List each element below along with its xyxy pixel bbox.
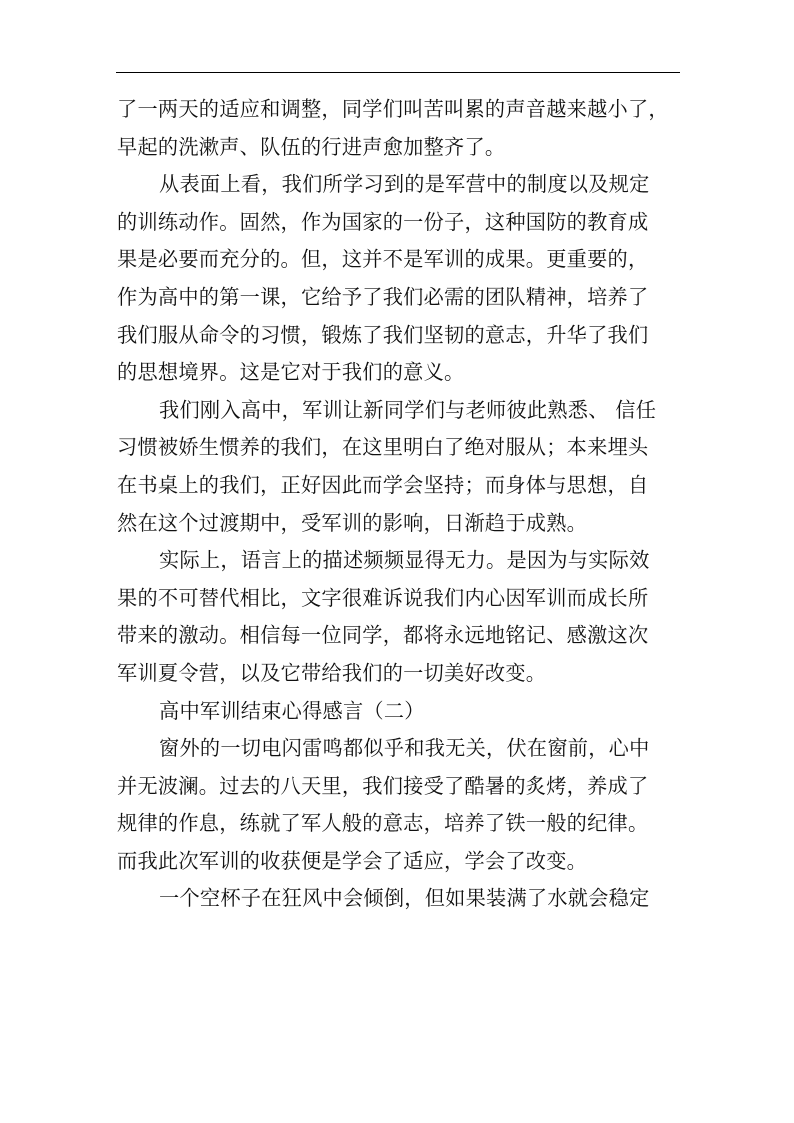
- text-line: 的训练动作。固然，作为国家的一份子，这种国防的教育成: [117, 209, 649, 234]
- paragraph: [117, 693, 679, 731]
- text-line: 我们服从命令的习惯，锻炼了我们坚韧的意志，升华了我们: [117, 322, 649, 347]
- paragraph: [117, 880, 679, 918]
- text-line: 果的不可替代相比，文字很难诉说我们内心因军训而成长所: [117, 585, 649, 610]
- text-line: 在书桌上的我们，正好因此而学会坚持；而身体与思想，自: [117, 472, 649, 497]
- text-line: 果是必要而充分的。但，这并不是军训的成果。更重要的，: [117, 247, 649, 272]
- paragraph: [117, 91, 679, 166]
- text-line: 作为高中的第一课，它给予了我们必需的团队精神，培养了: [117, 284, 649, 309]
- text-line: 从表面上看，我们所学习到的是军营中的制度以及规定: [159, 172, 650, 197]
- text-line: 一个空杯子在狂风中会倾倒，但如果装满了水就会稳定: [159, 886, 650, 911]
- header-rule: [116, 72, 680, 73]
- paragraph: [117, 166, 679, 392]
- text-line: 窗外的一切电闪雷鸣都似乎和我无关，伏在窗前，心中: [159, 736, 650, 761]
- text-line: 并无波澜。过去的八天里，我们接受了酷暑的炙烤，养成了: [117, 773, 649, 798]
- text-line: 高中军训结束心得感言（二）: [159, 698, 425, 723]
- text-line: 实际上，语言上的描述频频显得无力。是因为与实际效: [159, 548, 650, 573]
- text-line: 的思想境界。这是它对于我们的意义。: [117, 360, 465, 385]
- text-line: 而我此次军训的收获便是学会了适应，学会了改变。: [117, 848, 588, 873]
- text-line: 带来的激动。相信每一位同学，都将永远地铭记、感激这次: [117, 623, 649, 648]
- paragraph: [117, 730, 679, 880]
- text-line: 习惯被娇生惯养的我们，在这里明白了绝对服从；本来埋头: [117, 435, 649, 460]
- text-line: 然在这个过渡期中，受军训的影响，日渐趋于成熟。: [117, 510, 588, 535]
- text-line: 了一两天的适应和调整，同学们叫苦叫累的声音越来越小了，: [117, 97, 669, 121]
- paragraph: [117, 542, 679, 692]
- text-line: 我们刚入高中，军训让新同学们与老师彼此熟悉、 信任: [159, 397, 657, 422]
- text-line: 军训夏令营，以及它带给我们的一切美好改变。: [117, 660, 547, 685]
- paragraph: [117, 392, 679, 542]
- document-body: [117, 91, 679, 918]
- text-line: 早起的洗漱声、队伍的行进声愈加整齐了。: [117, 134, 506, 159]
- text-line: 规律的作息，练就了军人般的意志，培养了铁一般的纪律。: [117, 811, 649, 836]
